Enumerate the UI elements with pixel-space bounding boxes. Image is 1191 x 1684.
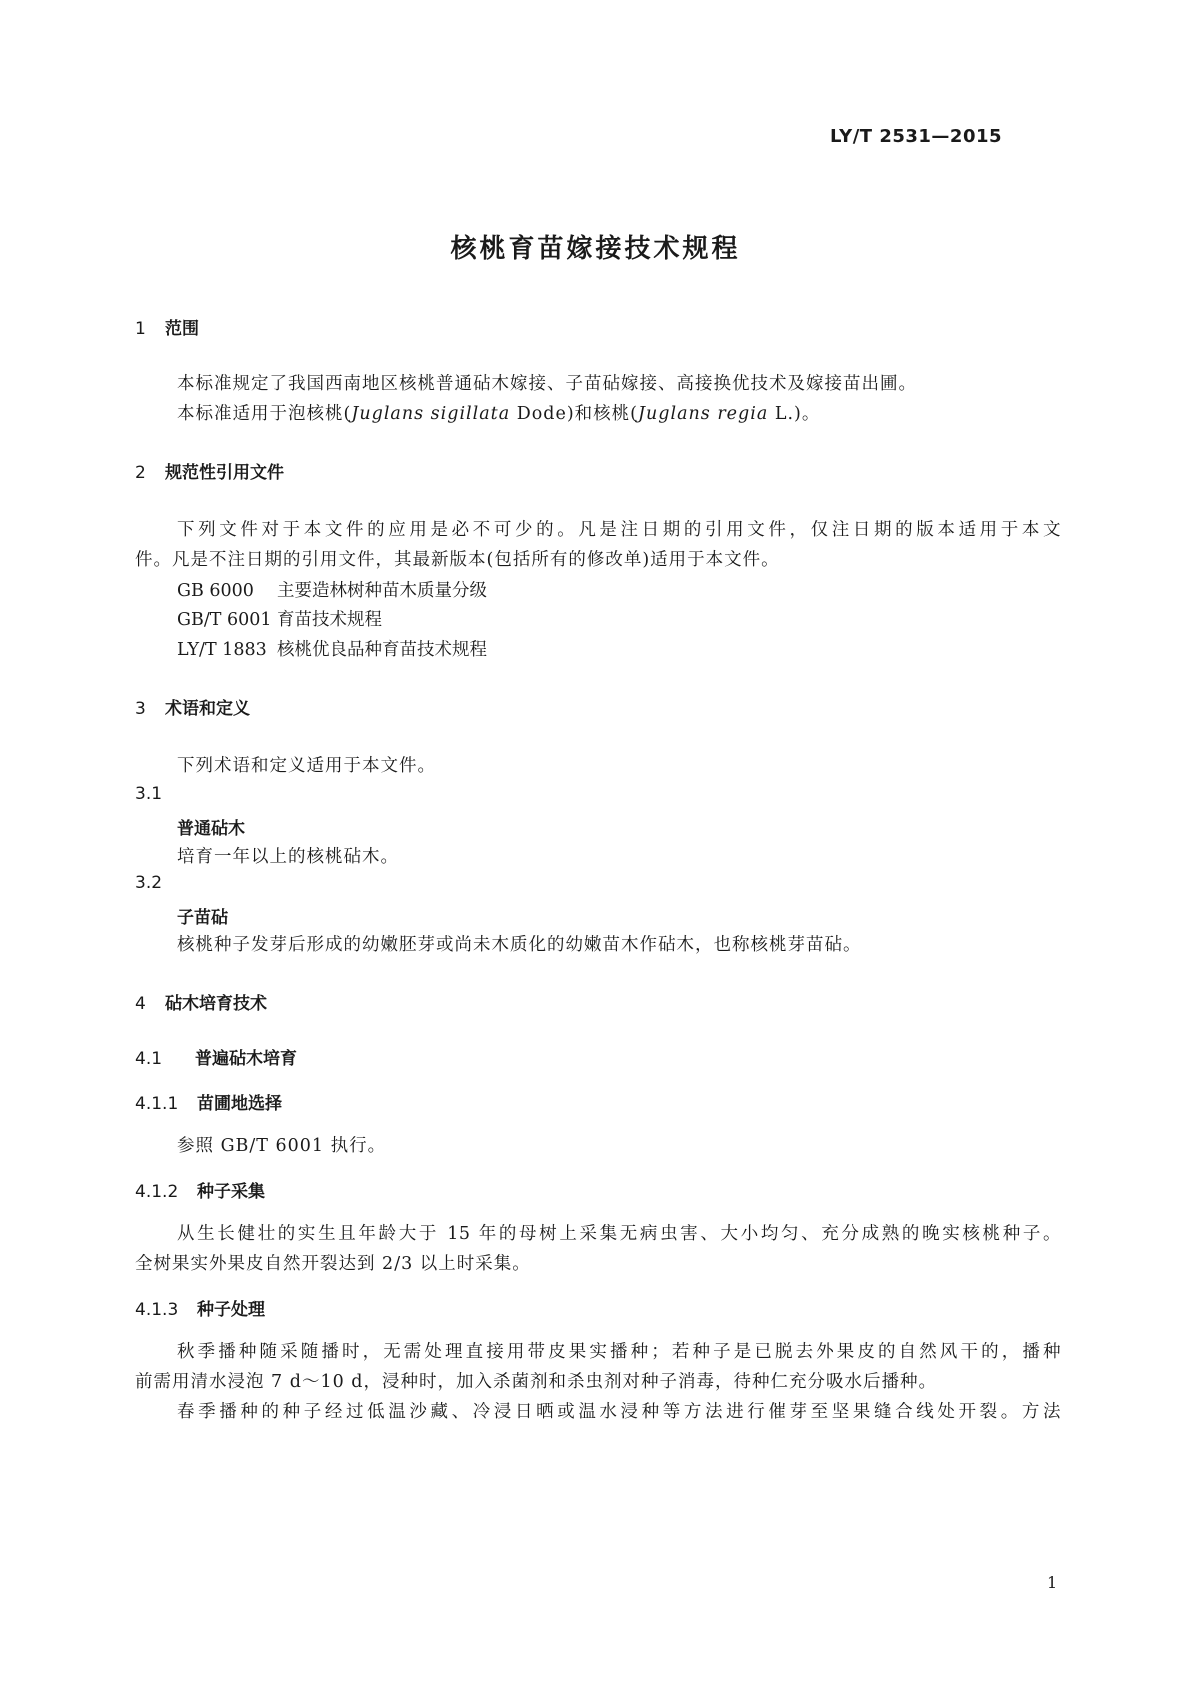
reference-item: [177, 606, 382, 631]
reference-item: [177, 577, 487, 602]
paragraph: [177, 400, 820, 425]
section-1-heading: [135, 314, 199, 339]
term-number: 3.2: [135, 873, 163, 893]
reference-title: 育苗技术规程: [277, 610, 382, 630]
section-4-1-3-heading: [135, 1295, 265, 1320]
section-2-heading: [135, 458, 284, 483]
section-number: 3: [135, 699, 146, 719]
reference-title: 主要造林树种苗木质量分级: [277, 581, 487, 601]
paragraph-line: 春季播种的种子经过低温沙藏、冷浸日晒或温水浸种等方法进行催芽至坚果缝合线处开裂。方法: [177, 1402, 1061, 1422]
section-title: 普遍砧木培育: [195, 1049, 297, 1069]
term-definition: 核桃种子发芽后形成的幼嫩胚芽或尚未木质化的幼嫩苗木作砧木，也称核桃芽苗砧。: [177, 935, 862, 955]
reference-item: [177, 636, 487, 661]
paragraph: 参照 GB/T 6001 执行。: [177, 1136, 387, 1156]
reference-code: GB/T 6001: [177, 610, 272, 630]
term-name: 子苗砧: [177, 908, 228, 928]
reference-code: LY/T 1883: [177, 640, 267, 660]
section-title: 术语和定义: [165, 699, 250, 719]
page-title: 核桃育苗嫁接技术规程: [450, 234, 741, 264]
section-4-heading: [135, 989, 267, 1014]
section-number: 1: [135, 319, 146, 339]
paragraph-line: 秋季播种随采随播时，无需处理直接用带皮果实播种；若种子是已脱去外果皮的自然风干的，播种: [177, 1342, 1061, 1362]
section-4-1-1-heading: [135, 1089, 282, 1114]
section-title: 苗圃地选择: [197, 1094, 282, 1114]
section-3-heading: [135, 694, 250, 719]
scientific-name: Juglans regia: [637, 404, 769, 424]
document-number: LY/T 2531—2015: [830, 126, 1003, 147]
section-title: 规范性引用文件: [165, 463, 284, 483]
paragraph-line: 件。凡是不注日期的引用文件，其最新版本(包括所有的修改单)适用于本文件。: [135, 550, 780, 570]
text-run: 本标准适用于泡核桃(: [177, 404, 352, 424]
section-4-1-2-heading: [135, 1177, 265, 1202]
section-number: 2: [135, 463, 146, 483]
paragraph: 下列术语和定义适用于本文件。: [177, 756, 436, 776]
paragraph-line: 下列文件对于本文件的应用是必不可少的。凡是注日期的引用文件，仅注日期的版本适用于本文: [177, 520, 1061, 540]
term-definition: 培育一年以上的核桃砧木。: [177, 847, 399, 867]
scientific-name: Juglans sigillata: [351, 404, 511, 424]
text-run: Dode)和核桃(: [510, 404, 638, 424]
section-number: 4.1.2: [135, 1182, 179, 1202]
paragraph-line: 全树果实外果皮自然开裂达到 2/3 以上时采集。: [135, 1254, 531, 1274]
text-run: L.)。: [768, 404, 821, 424]
reference-code: GB 6000: [177, 581, 254, 601]
reference-title: 核桃优良品种育苗技术规程: [277, 640, 487, 660]
page-number: 1: [1047, 1573, 1058, 1592]
term-number: 3.1: [135, 784, 163, 804]
paragraph: 本标准规定了我国西南地区核桃普通砧木嫁接、子苗砧嫁接、高接换优技术及嫁接苗出圃。: [177, 374, 917, 394]
section-4-1-heading: [135, 1044, 297, 1069]
section-title: 种子处理: [197, 1300, 265, 1320]
paragraph-line: 从生长健壮的实生且年龄大于 15 年的母树上采集无病虫害、大小均匀、充分成熟的晚实核桃种子。: [177, 1224, 1061, 1244]
section-title: 范围: [165, 319, 199, 339]
section-title: 砧木培育技术: [165, 994, 267, 1014]
paragraph-line: 前需用清水浸泡 7 d～10 d，浸种时，加入杀菌剂和杀虫剂对种子消毒，待种仁充分吸水后播种。: [135, 1372, 937, 1392]
section-number: 4.1.1: [135, 1094, 179, 1114]
section-number: 4.1.3: [135, 1300, 179, 1320]
section-number: 4.1: [135, 1049, 163, 1069]
section-title: 种子采集: [197, 1182, 265, 1202]
section-number: 4: [135, 994, 146, 1014]
term-name: 普通砧木: [177, 819, 245, 839]
